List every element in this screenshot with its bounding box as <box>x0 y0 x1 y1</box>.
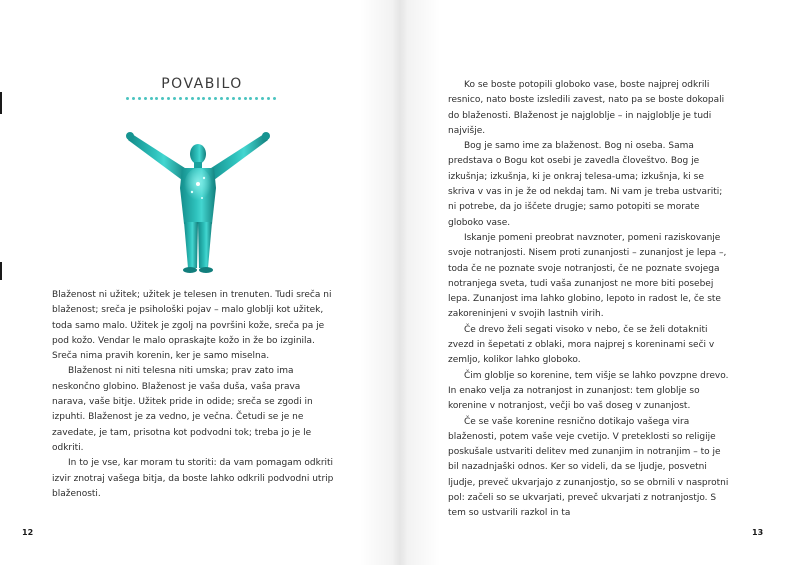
title-dot-divider <box>126 97 276 102</box>
divider-dot <box>261 97 264 100</box>
divider-dot <box>167 97 170 100</box>
paragraph: In to je vse, kar moram tu storiti: da vam pomagam odkriti izvir znotraj vašega bitja, da boste lahko odkrili podvodni utrip blaženosti. <box>52 458 334 499</box>
divider-dot <box>232 97 235 100</box>
divider-dot <box>197 97 200 100</box>
divider-dot <box>208 97 211 100</box>
right-body-text <box>448 78 730 522</box>
divider-dot <box>214 97 217 100</box>
paragraph: Če drevo želi segati visoko v nebo, če se želi dotakniti zvezd in šepetati z oblaki, mora najprej s koreninami seči v zemljo, kolikor lahko globoko. <box>448 324 715 366</box>
divider-dot <box>138 97 141 100</box>
divider-dot <box>255 97 258 100</box>
page-number: 12 <box>22 528 34 537</box>
human-figure-icon <box>118 128 278 278</box>
divider-dot <box>273 97 276 100</box>
paragraph: Ko se boste potopili globoko vase, boste najprej odkrili resnico, nato boste izsledili zavest, nato pa se boste dokopali do blaženosti. Blaženost je najgloblje – in najgloblje je tudi najvišje. <box>448 80 725 136</box>
paragraph: Bog je samo ime za blaženost. Bog ni oseba. Sama predstava o Bogu kot osebi je zavedla človeštvo. Bog je izkušnja; izkušnja, ki je onkraj telesa-uma; izkušnja, ki se skriva v vas in je že od nekdaj tam. Ni vam je treba ustvariti; ni potrebe, da jo iščete drugje; samo potopiti se morate globoko vase. <box>448 141 723 228</box>
page-edge-mark <box>0 92 2 114</box>
figure-body <box>126 132 270 273</box>
divider-dot <box>220 97 223 100</box>
divider-dot <box>249 97 252 100</box>
divider-dot <box>226 97 229 100</box>
page-number: 13 <box>752 528 764 537</box>
divider-dot <box>202 97 205 100</box>
divider-dot <box>132 97 135 100</box>
book-gutter-shadow <box>360 0 440 565</box>
chapter-title: POVABILO <box>161 76 243 92</box>
divider-dot <box>173 97 176 100</box>
divider-dot <box>185 97 188 100</box>
divider-dot <box>244 97 247 100</box>
divider-dot <box>238 97 241 100</box>
paragraph: Blaženost ni užitek; užitek je telesen in trenuten. Tudi sreča ni blaženost; sreča je psihološki pojav – malo globlji kot užitek, toda samo malo. Užitek je zgolj na površini kože, sreča pa je pod kožo. Vendar le malo opraskajte kožo in že bo izginila. Sreča nima pravih korenin, ker je samo miselna. <box>52 290 332 362</box>
paragraph: Blaženost ni niti telesna niti umska; prav zato ima neskončno globino. Blaženost je vaša duša, vaša prava narava, vaše bitje. Užitek pride in odide; sreča se zgodi in izpuhti. Blaženost je za vedno, je večna. Četudi se je ne zavedate, je tam, prisotna kot podvodni tok; treba jo je le odkriti. <box>52 366 313 453</box>
left-body-text <box>52 288 334 502</box>
paragraph: Iskanje pomeni preobrat navznoter, pomeni raziskovanje svoje notranjosti. Nisem proti zunanjosti – zunanjost je lepa –, toda če ne poznate svoje notranjosti, če ne poznate svojega notranjega sveta, tudi vaša zunanjost ne more biti posebej lepa. Zunanjost ima lahko globino, lepoto in radost le, če ste zakoreninjeni v svojih lastnih virih. <box>448 232 727 320</box>
divider-dot <box>191 97 194 100</box>
paragraph: Čim globlje so korenine, tem višje se lahko povzpne drevo. In enako velja za notranjost in zunanjost: tem globlje so korenine v notranjost, večji bo vaš doseg v zunanjost. <box>448 370 729 412</box>
divider-dot <box>161 97 164 100</box>
divider-dot <box>155 97 158 100</box>
divider-dot <box>144 97 147 100</box>
divider-dot <box>150 97 153 100</box>
divider-dot <box>126 97 129 100</box>
page-edge-mark <box>0 262 2 280</box>
divider-dot <box>267 97 270 100</box>
paragraph: Če se vaše korenine resnično dotikajo vašega vira blaženosti, potem vaše veje cvetijo. V preteklosti so religije poskušale ustvariti delitev med zunanjim in notranjim – to je bil nazadnjaški odnos. Ker so videli, da se ljudje, posvetni ljudje, preveč ukvarjajo z zunanjostjo, so se obrnili v nasprotni pol: začeli so se ukvarjati, preveč ukvarjati z notranjostjo. S tem so ustvarili razkol in ta <box>448 416 729 519</box>
divider-dot <box>179 97 182 100</box>
